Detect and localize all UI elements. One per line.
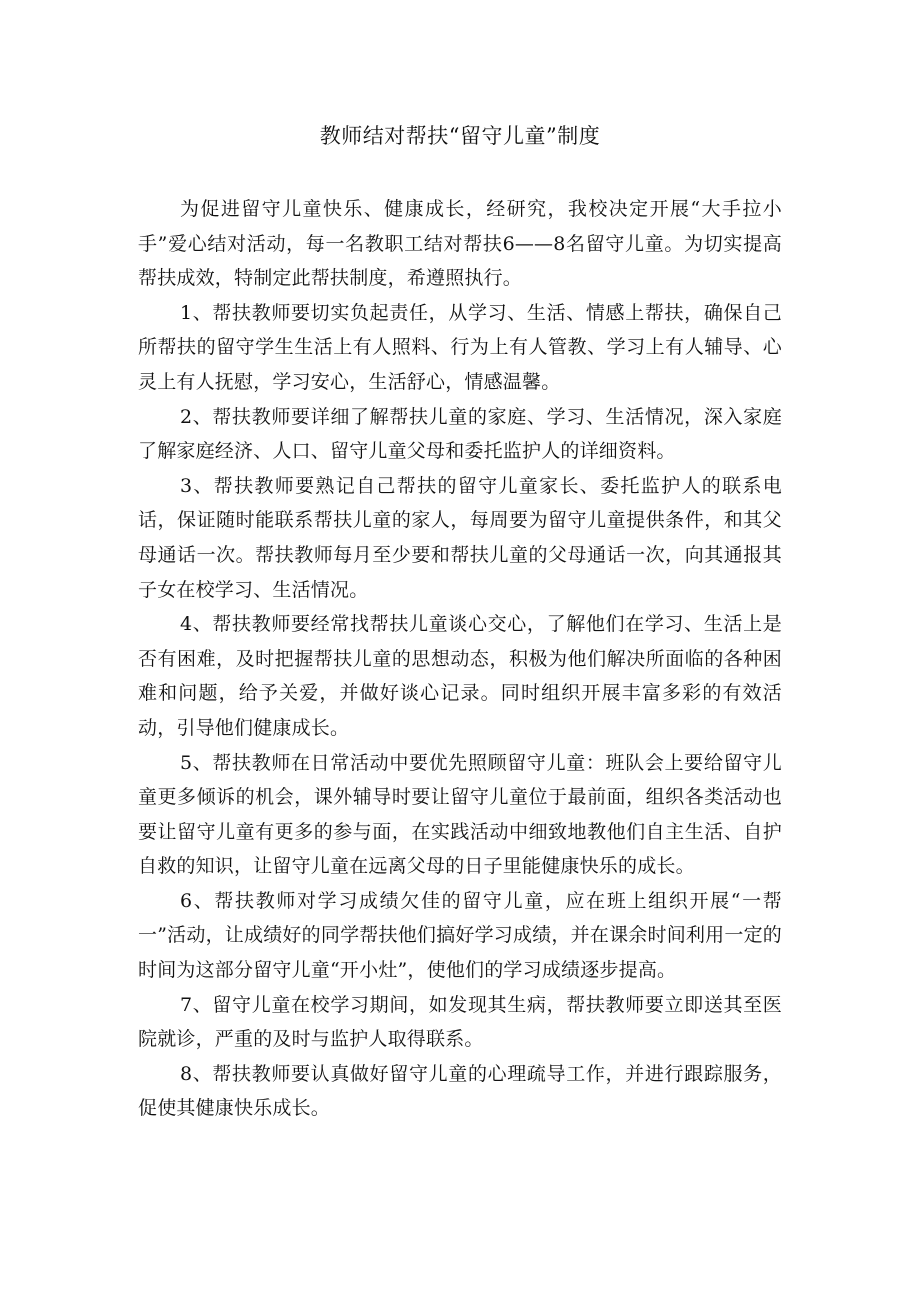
rule-paragraph-1: 1、帮扶教师要切实负起责任，从学习、生活、情感上帮扶，确保自己所帮扶的留守学生生活上有人照料、行为上有人管教、学习上有人辅导、心灵上有人抚慰，学习安心，生活舒心，情感温馨。 — [138, 301, 782, 393]
document-title: 教师结对帮扶“留守儿童”制度 — [319, 124, 601, 148]
rule-paragraph-8: 8、帮扶教师要认真做好留守儿童的心理疏导工作，并进行跟踪服务，促使其健康快乐成长。 — [138, 1062, 782, 1120]
intro-paragraph: 为促进留守儿童快乐、健康成长，经研究，我校决定开展“大手拉小手”爱心结对活动，每一名教职工结对帮扶6——8名留守儿童。为切实提高帮扶成效，特制定此帮扶制度，希遵照执行。 — [138, 198, 782, 290]
document-body — [138, 192, 782, 1126]
rule-paragraph-7: 7、留守儿童在校学习期间，如发现其生病，帮扶教师要立即送其至医院就诊，严重的及时与监护人取得联系。 — [138, 993, 782, 1051]
rule-paragraph-2: 2、帮扶教师要详细了解帮扶儿童的家庭、学习、生活情况，深入家庭了解家庭经济、人口、留守儿童父母和委托监护人的详细资料。 — [138, 405, 782, 463]
rule-paragraph-3: 3、帮扶教师要熟记自己帮扶的留守儿童家长、委托监护人的联系电话，保证随时能联系帮扶儿童的家人，每周要为留守儿童提供条件，和其父母通话一次。帮扶教师每月至少要和帮扶儿童的父母通话一次，向其通报其子女在校学习、生活情况。 — [138, 474, 782, 601]
rule-paragraph-5: 5、帮扶教师在日常活动中要优先照顾留守儿童：班队会上要给留守儿童更多倾诉的机会，课外辅导时要让留守儿童位于最前面，组织各类活动也要让留守儿童有更多的参与面，在实践活动中细致地教他们自主生活、自护自救的知识，让留守儿童在远离父母的日子里能健康快乐的成长。 — [138, 751, 782, 878]
rule-paragraph-4: 4、帮扶教师要经常找帮扶儿童谈心交心，了解他们在学习、生活上是否有困难，及时把握帮扶儿童的思想动态，积极为他们解决所面临的各种困难和问题，给予关爱，并做好谈心记录。同时组织开展丰富多彩的有效活动，引导他们健康成长。 — [138, 613, 782, 739]
rule-paragraph-6: 6、帮扶教师对学习成绩欠佳的留守儿童，应在班上组织开展“一帮一”活动，让成绩好的同学帮扶他们搞好学习成绩，并在课余时间利用一定的时间为这部分留守儿童“开小灶”，使他们的学习成绩逐步提高。 — [138, 889, 782, 982]
